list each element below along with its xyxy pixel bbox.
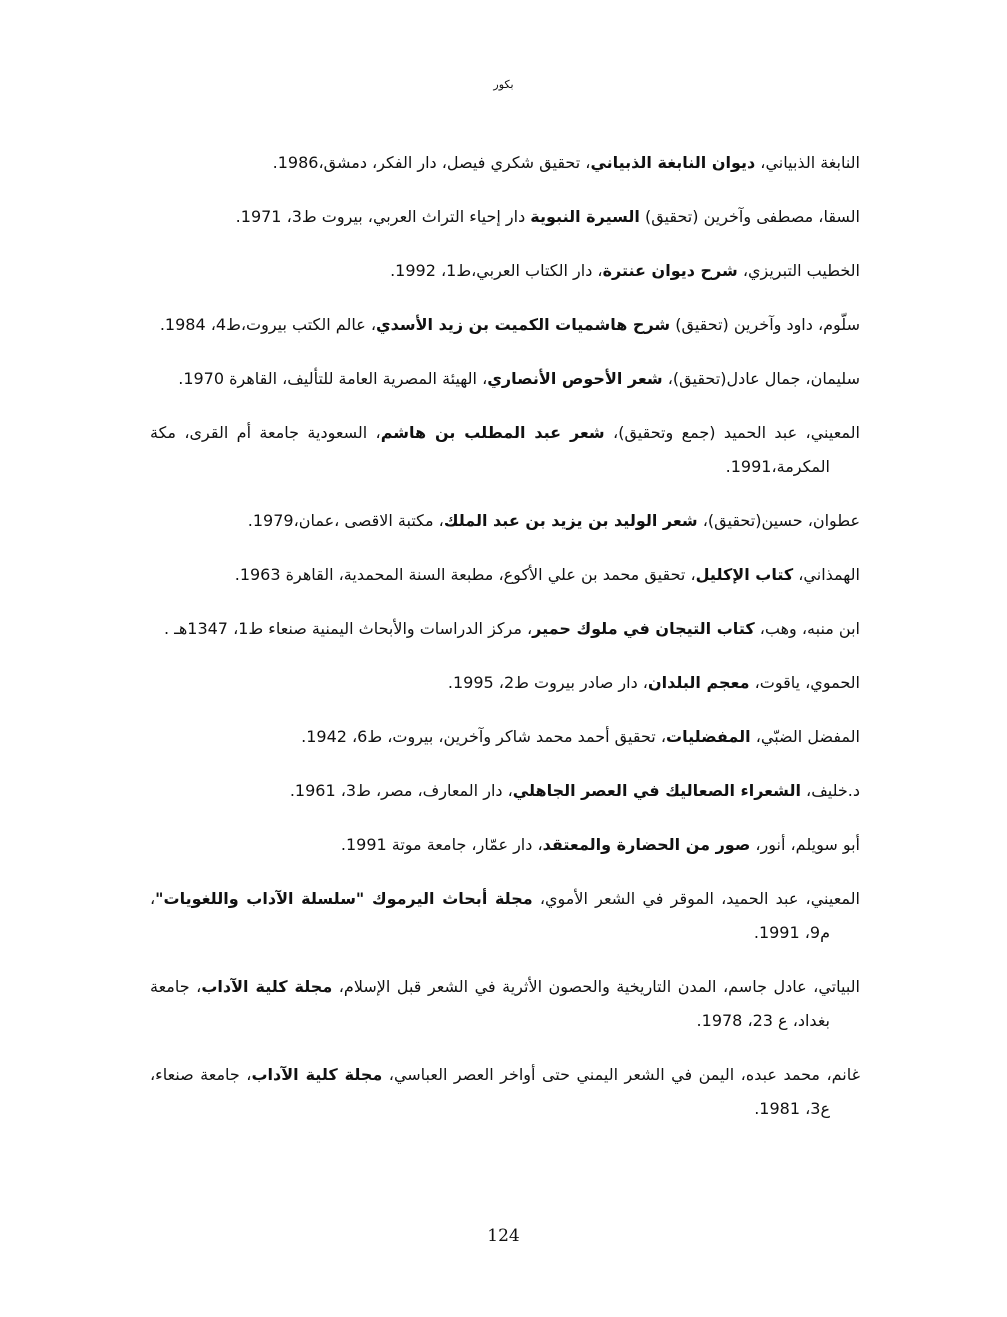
- reference-title: شعر الوليد بن يزيد بن عبد الملك: [443, 511, 698, 530]
- reference-details: ، دار صادر بيروت ط2، 1995.: [447, 673, 648, 692]
- reference-details: ، تحقيق شكري فيصل، دار الفكر، دمشق،1986.: [272, 153, 591, 172]
- reference-list: [150, 146, 860, 1146]
- reference-title: مجلة كلية الآداب: [201, 977, 333, 996]
- reference-details: ، مركز الدراسات والأبحاث اليمنية صنعاء ط1، 1347هـ .: [163, 619, 533, 638]
- reference-entry: [150, 612, 860, 646]
- reference-title: ديوان النابغة الذبياني: [590, 153, 756, 172]
- reference-title: كتاب الإكليل: [695, 565, 794, 584]
- reference-details: ، عالم الكتب بيروت،ط4، 1984.: [159, 315, 376, 334]
- reference-entry: [150, 558, 860, 592]
- reference-details: ، جامعة بغداد، ع 23، 1978.: [150, 977, 830, 1030]
- reference-author: د.خليف،: [800, 781, 860, 800]
- reference-title: شعر عبد المطلب بن هاشم: [380, 423, 605, 442]
- reference-details: ، م9، 1991.: [150, 889, 830, 942]
- reference-details: ، دار المعارف، مصر، ط3، 1961.: [289, 781, 513, 800]
- reference-author: الهمذاني،: [793, 565, 860, 584]
- reference-title: معجم البلدان: [647, 673, 750, 692]
- reference-author: سلّوم، داود وآخرين (تحقيق): [670, 315, 860, 334]
- reference-author: ابن منبه، وهب،: [754, 619, 860, 638]
- reference-entry: [150, 828, 860, 862]
- reference-entry: [150, 720, 860, 754]
- reference-title: الشعراء الصعاليك في العصر الجاهلي: [512, 781, 801, 800]
- reference-author: البياتي، عادل جاسم، المدن التاريخية والحصون الأثرية في الشعر قبل الإسلام،: [332, 977, 860, 996]
- reference-author: النابغة الذبياني،: [755, 153, 860, 172]
- reference-title: شرح ديوان عنترة: [602, 261, 738, 280]
- reference-title: شرح هاشميات الكميت بن زيد الأسدي: [375, 315, 671, 334]
- reference-entry: [150, 882, 860, 950]
- reference-author: أبو سويلم، أنور،: [750, 835, 860, 854]
- reference-author: غانم، محمد عبده، اليمن في الشعر اليمني حتى أواخر العصر العباسي،: [382, 1065, 860, 1084]
- reference-details: ، تحقيق محمد بن علي الأكوع، مطبعة السنة المحمدية، القاهرة 1963.: [234, 565, 696, 584]
- reference-author: الحموي، ياقوت،: [749, 673, 860, 692]
- running-header: بكور: [493, 78, 514, 91]
- reference-title: المفضليات: [665, 727, 751, 746]
- reference-details: دار إحياء التراث العربي، بيروت ط3، 1971.: [235, 207, 531, 226]
- reference-entry: [150, 504, 860, 538]
- reference-author: السقا، مصطفى وآخرين (تحقيق): [639, 207, 860, 226]
- reference-entry: [150, 362, 860, 396]
- reference-entry: [150, 308, 860, 342]
- reference-entry: [150, 200, 860, 234]
- reference-title: شعر الأحوص الأنصاري: [487, 369, 663, 388]
- reference-title: مجلة كلية الآداب: [251, 1065, 383, 1084]
- reference-title: صور من الحضارة والمعتقد: [542, 835, 751, 854]
- reference-entry: [150, 970, 860, 1038]
- reference-details: ، دار عمّار، جامعة موتة 1991.: [340, 835, 543, 854]
- reference-title: مجلة أبحاث اليرموك "سلسلة الآداب واللغويات": [155, 889, 533, 908]
- reference-entry: [150, 666, 860, 700]
- reference-entry: [150, 254, 860, 288]
- reference-author: المعيني، عبد الحميد، الموقر في الشعر الأموي،: [532, 889, 860, 908]
- reference-author: الخطيب التبريزي،: [737, 261, 860, 280]
- reference-title: السيرة النبوية: [530, 207, 640, 226]
- reference-author: عطوان، حسين(تحقيق)،: [697, 511, 860, 530]
- reference-details: ، دار الكتاب العربي،ط1، 1992.: [390, 261, 603, 280]
- reference-title: كتاب التيجان في ملوك حمير: [532, 619, 755, 638]
- reference-entry: [150, 416, 860, 484]
- reference-details: ، الهيئة المصرية العامة للتأليف، القاهرة 1970.: [178, 369, 488, 388]
- reference-entry: [150, 1058, 860, 1126]
- reference-details: ، السعودية جامعة أم القرى، مكة المكرمة،1991.: [150, 423, 830, 476]
- reference-author: سليمان، جمال عادل(تحقيق)،: [662, 369, 860, 388]
- reference-entry: [150, 774, 860, 808]
- reference-author: المعيني، عبد الحميد (جمع وتحقيق)،: [604, 423, 861, 442]
- reference-details: ، جامعة صنعاء، ع3، 1981.: [150, 1065, 830, 1118]
- reference-details: ، مكتبة الاقصى ،عمان،1979.: [247, 511, 444, 530]
- reference-entry: [150, 146, 860, 180]
- reference-author: المفضل الضبّي،: [750, 727, 860, 746]
- page-number: 124: [487, 1226, 520, 1246]
- reference-details: ، تحقيق أحمد محمد شاكر وآخرين، بيروت، ط6، 1942.: [301, 727, 666, 746]
